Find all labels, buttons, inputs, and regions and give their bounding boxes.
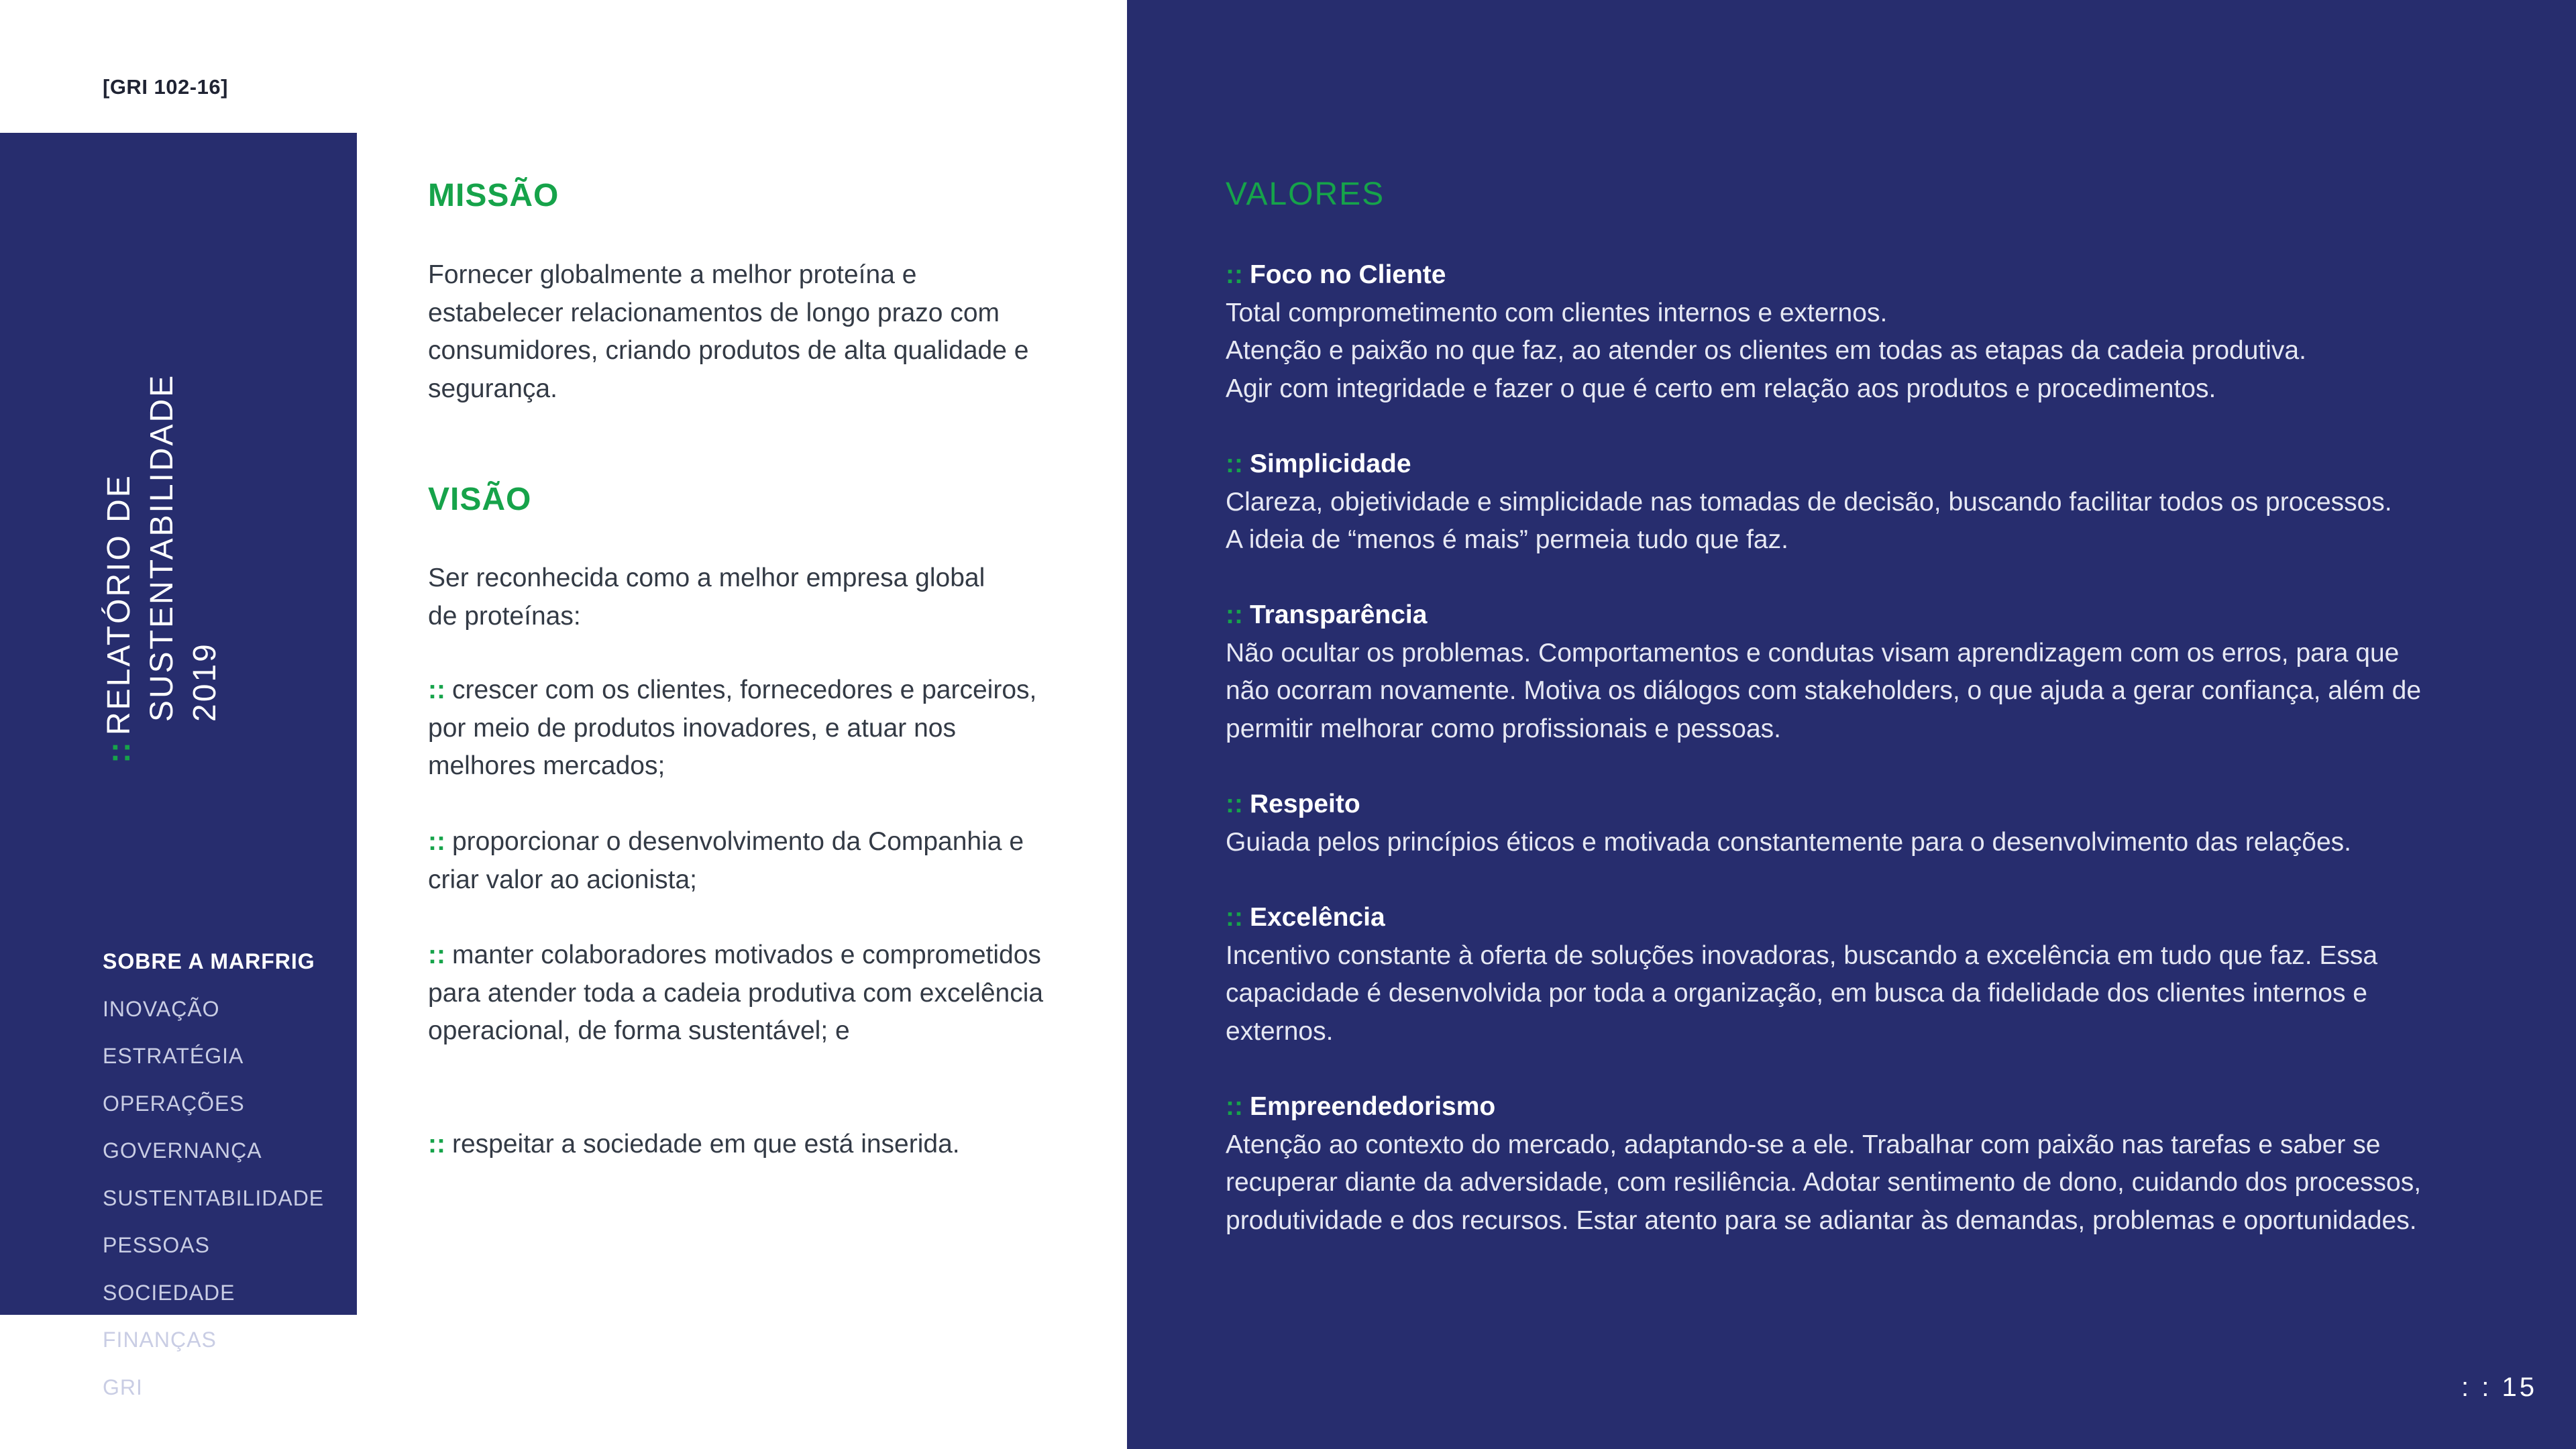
valor-title-text: Empreendedorismo <box>1249 1092 1496 1121</box>
valores-title: VALORES <box>1226 176 1385 212</box>
valor-title <box>1226 899 2467 937</box>
nav-item-estrategia[interactable]: ESTRATÉGIA <box>103 1044 244 1068</box>
title-line-1-text: RELATÓRIO DE <box>101 474 137 736</box>
valor-title-text: Simplicidade <box>1249 449 1411 478</box>
nav-item-operacoes[interactable]: OPERAÇÕES <box>103 1091 245 1116</box>
nav-item-sociedade[interactable]: SOCIEDADE <box>103 1280 235 1305</box>
valor-title <box>1226 596 2433 635</box>
valor-title-text: Foco no Cliente <box>1249 260 1446 289</box>
visao-bullet-2 <box>428 823 1045 899</box>
page-number: : : 15 <box>2461 1373 2537 1402</box>
valor-title <box>1226 256 2500 294</box>
valor-foco-no-cliente <box>1226 256 2500 408</box>
nav-item-inovacao[interactable]: INOVAÇÃO <box>103 996 220 1021</box>
bullet-dots-icon: :: <box>1226 260 1243 289</box>
bullet-dots-icon: :: <box>1226 600 1243 629</box>
bullet-dots-icon: :: <box>428 1130 445 1159</box>
valor-text: Guiada pelos princípios éticos e motivada constantemente para o desenvolvimento das relações. <box>1226 827 2351 857</box>
nav-item-governanca[interactable]: GOVERNANÇA <box>103 1138 262 1163</box>
valor-title <box>1226 786 2540 824</box>
visao-bullet-4 <box>428 1126 1099 1164</box>
bullet-dots-icon: :: <box>428 827 445 856</box>
visao-bullet-4-text: respeitar a sociedade em que está inserida. <box>451 1130 960 1159</box>
report-title-line-1 <box>98 294 141 763</box>
valor-simplicidade <box>1226 445 2406 559</box>
report-title-line-2: SUSTENTABILIDADE 2019 <box>144 373 223 722</box>
visao-bullet-2-text: proporcionar o desenvolvimento da Companhia e criar valor ao acionista; <box>428 827 1024 894</box>
report-title <box>98 294 227 763</box>
valor-transparencia <box>1226 596 2433 748</box>
missao-title: MISSÃO <box>428 178 559 213</box>
visao-bullet-3 <box>428 936 1045 1051</box>
valor-title-text: Respeito <box>1249 790 1360 818</box>
valor-title <box>1226 1088 2473 1126</box>
visao-bullet-1 <box>428 672 1045 786</box>
nav-item-financas[interactable]: FINANÇAS <box>103 1328 217 1352</box>
bullet-dots-icon: :: <box>428 676 445 704</box>
sidebar <box>0 133 357 1399</box>
bullet-dots-icon: :: <box>1226 1092 1243 1121</box>
valor-title-text: Excelência <box>1249 903 1385 932</box>
valor-text: Total comprometimento com clientes internos e externos. Atenção e paixão no que faz, ao atender os clientes em todas as etapas da cadeia produtiva. Agir com integridade e fazer o que é certo em relação aos produtos e procedimentos. <box>1226 298 2306 403</box>
nav-item-sustentabilidade[interactable]: SUSTENTABILIDADE <box>103 1185 325 1210</box>
valores-panel <box>1127 0 2576 1449</box>
visao-bullet-1-text: crescer com os clientes, fornecedores e parceiros, por meio de produtos inovadores, e atuar nos melhores mercados; <box>428 676 1037 780</box>
nav-item-gri[interactable]: GRI <box>103 1375 143 1399</box>
valor-empreendedorismo <box>1226 1088 2473 1240</box>
sidebar-nav <box>103 938 324 1411</box>
valor-text: Clareza, objetividade e simplicidade nas tomadas de decisão, buscando facilitar todos os processos. A ideia de “menos é mais” permeia tudo que faz. <box>1226 487 2392 554</box>
bullet-dots-icon: :: <box>1226 903 1243 932</box>
missao-text: Fornecer globalmente a melhor proteína e estabelecer relacionamentos de longo prazo com consumidores, criando produtos de alta qualidade e segurança. <box>428 260 1029 403</box>
bullet-dots-icon: :: <box>1226 790 1243 818</box>
bullet-dots-icon: :: <box>1226 449 1243 478</box>
visao-bullet-3-text: manter colaboradores motivados e comprometidos para atender toda a cadeia produtiva com excelência operacional, de forma sustentável; e <box>428 941 1044 1045</box>
nav-item-pessoas[interactable]: PESSOAS <box>103 1233 210 1257</box>
valor-text: Atenção ao contexto do mercado, adaptando-se a ele. Trabalhar com paixão nas tarefas e saber se recuperar diante da adversidade, com resiliência. Adotar sentimento de dono, cuidando dos processos, produtividade e dos recursos. Estar atento para se adiantar às demandas, problemas e oportunidades. <box>1226 1130 2422 1235</box>
title-dots: :: <box>101 742 137 763</box>
bullet-dots-icon: :: <box>428 941 445 969</box>
valor-text: Incentivo constante à oferta de soluções inovadoras, buscando a excelência em tudo que faz. Essa capacidade é desenvolvida por toda a organização, em busca da fidelidade dos clientes internos e externos. <box>1226 941 2378 1046</box>
gri-tag: [GRI 102-16] <box>103 75 228 99</box>
visao-intro: Ser reconhecida como a melhor empresa global de proteínas: <box>428 564 985 631</box>
nav-item-sobre-a-marfrig[interactable]: SOBRE A MARFRIG <box>103 949 315 973</box>
valor-text: Não ocultar os problemas. Comportamentos e condutas visam aprendizagem com os erros, para que não ocorram novamente. Motiva os diálogos com stakeholders, o que ajuda a gerar confiança, além de permitir melhorar como profissionais e pessoas. <box>1226 638 2422 743</box>
visao-title: VISÃO <box>428 482 532 517</box>
valor-excelencia <box>1226 899 2467 1051</box>
valor-title <box>1226 445 2406 484</box>
valor-title-text: Transparência <box>1249 600 1428 629</box>
valor-respeito <box>1226 786 2540 861</box>
